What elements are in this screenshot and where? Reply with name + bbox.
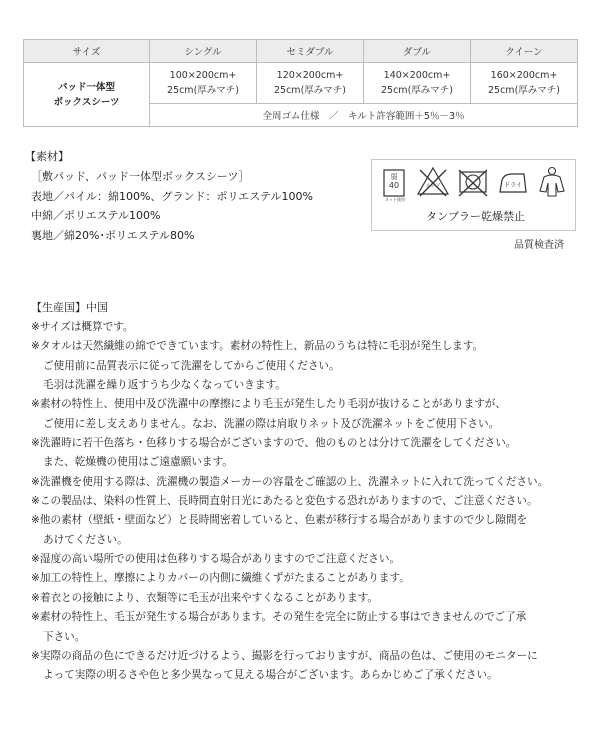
dim-cell-single bbox=[150, 63, 257, 104]
note-line: ※素材の特性上、使用中及び洗濯中の摩擦により毛玉が発生したり毛羽が抜けることがありますが、 bbox=[31, 398, 506, 411]
size-table bbox=[23, 39, 578, 127]
row-label-line2: ボックスシーツ bbox=[53, 96, 120, 108]
note-line: よって実際の明るさや色と多少異なって見える場合がございます。あらかじめご了承ください。 bbox=[43, 669, 498, 682]
note-line: ※湿度の高い場所での使用は色移りする場合がありますのでご注意ください。 bbox=[31, 553, 401, 566]
dim-line2: 25cm(厚みマチ) bbox=[488, 85, 560, 96]
dim-line1: 160×200cm+ bbox=[490, 70, 558, 81]
dim-line1: 140×200cm+ bbox=[383, 70, 451, 81]
no-bleach-icon bbox=[416, 166, 450, 202]
size-table-header-row bbox=[24, 40, 578, 63]
materials-line: 裏地／綿20%･ポリエステル80% bbox=[31, 228, 195, 242]
dim-line2: 25cm(厚みマチ) bbox=[274, 85, 346, 96]
svg-text:エンソ: エンソ bbox=[425, 183, 441, 189]
dim-cell-semi-double bbox=[257, 63, 364, 104]
header-size: サイズ bbox=[24, 40, 150, 63]
notes-list bbox=[31, 318, 548, 686]
wash-sub: ネット使用 bbox=[385, 197, 405, 202]
header-queen: クイーン bbox=[471, 40, 578, 63]
note-line: ※この製品は、染料の性質上、長時間直射日光にあたると変色する恐れがありますので、ご注意ください。 bbox=[31, 495, 538, 508]
row-label-line1: パッド一体型 bbox=[57, 81, 115, 93]
dim-line2: 25cm(厚みマチ) bbox=[381, 85, 453, 96]
note-line: ご使用前に品質表示に従って洗濯をしてからご使用ください。 bbox=[43, 359, 340, 372]
no-tumble-dry-icon bbox=[456, 166, 490, 202]
note-line: ※素材の特性上、毛玉が発生する場合があります。その発生を完全に防止する事はできませんのでご了承 bbox=[31, 611, 527, 624]
note-line: また、乾燥機の使用はご遠慮願います。 bbox=[43, 456, 233, 469]
note-line: 下さい。 bbox=[43, 630, 86, 643]
materials-list bbox=[31, 167, 313, 245]
note-line: ご使用に差し支えありません。なお、洗濯の際は肩取りネット及び洗濯ネットをご使用下さい。 bbox=[43, 417, 500, 430]
svg-text:ドライ: ドライ bbox=[504, 182, 522, 189]
iron-icon bbox=[496, 166, 530, 202]
header-double: ダブル bbox=[364, 40, 471, 63]
materials-line: ［敷パッド、パッド一体型ボックスシーツ］ bbox=[31, 170, 250, 183]
wash-label: 弱 bbox=[390, 173, 398, 181]
note-line: ※加工の特性上、摩擦によりカバーの内側に繊維くずがたまることがあります。 bbox=[31, 572, 410, 585]
note-line: ※洗濯時に若干色落ち・色移りする場合がございますので、他のものとは分けて洗濯をしてください。 bbox=[31, 437, 517, 450]
dim-line2: 25cm(厚みマチ) bbox=[167, 85, 239, 96]
materials-line: 中綿／ポリエステル100% bbox=[31, 209, 161, 223]
country-of-origin: 【生産国】中国 bbox=[31, 301, 108, 314]
note-line: ※サイズは概算です。 bbox=[31, 321, 134, 333]
header-single: シングル bbox=[150, 40, 257, 63]
materials-line: 表地／パイル：綿100%、グランド：ポリエステル100% bbox=[31, 189, 313, 203]
shirt-icon bbox=[536, 165, 568, 203]
header-semi-double: セミダブル bbox=[257, 40, 364, 63]
materials-title: 【素材】 bbox=[25, 150, 69, 163]
care-caption: タンブラー乾燥禁止 bbox=[426, 210, 525, 223]
note-line: ※洗濯機を使用する際は、洗濯機の製造メーカーの容量をご確認の上、洗濯ネットに入れて洗ってください。 bbox=[31, 475, 549, 488]
quality-inspected-label: 品質検査済 bbox=[514, 240, 564, 251]
note-line: ※他の素材（壁紙・壁面など）と長時間密着していると、色素が移行する場合がありますので少し隙間を bbox=[31, 514, 528, 527]
note-line: ※実際の商品の色にできるだけ近づけるよう、撮影を行っておりますが、商品の色は、ご使用のモニターに bbox=[31, 649, 538, 662]
wash-tub-icon bbox=[382, 168, 412, 206]
note-line: あけてください。 bbox=[43, 533, 128, 546]
note-line: ※着衣との接触により、衣類等に毛玉が出来やすくなることがあります。 bbox=[31, 591, 379, 604]
dim-cell-double bbox=[364, 63, 471, 104]
care-label-box bbox=[371, 159, 576, 231]
wash-temp: 40 bbox=[388, 181, 400, 190]
note-line: 毛羽は洗濯を繰り返すうち少なくなっていきます。 bbox=[43, 379, 286, 392]
size-table-footnote: 全周ゴム仕様 ／ キルト許容範囲＋5％－3％ bbox=[150, 104, 578, 127]
dim-cell-queen bbox=[471, 63, 578, 104]
row-label bbox=[24, 63, 150, 127]
dim-line1: 120×200cm+ bbox=[276, 70, 344, 81]
note-line: ※タオルは天然繊維の綿でできています。素材の特性上、新品のうちは特に毛羽が発生します。 bbox=[31, 340, 484, 353]
dim-line1: 100×200cm+ bbox=[169, 70, 237, 81]
size-table-row bbox=[24, 63, 578, 104]
